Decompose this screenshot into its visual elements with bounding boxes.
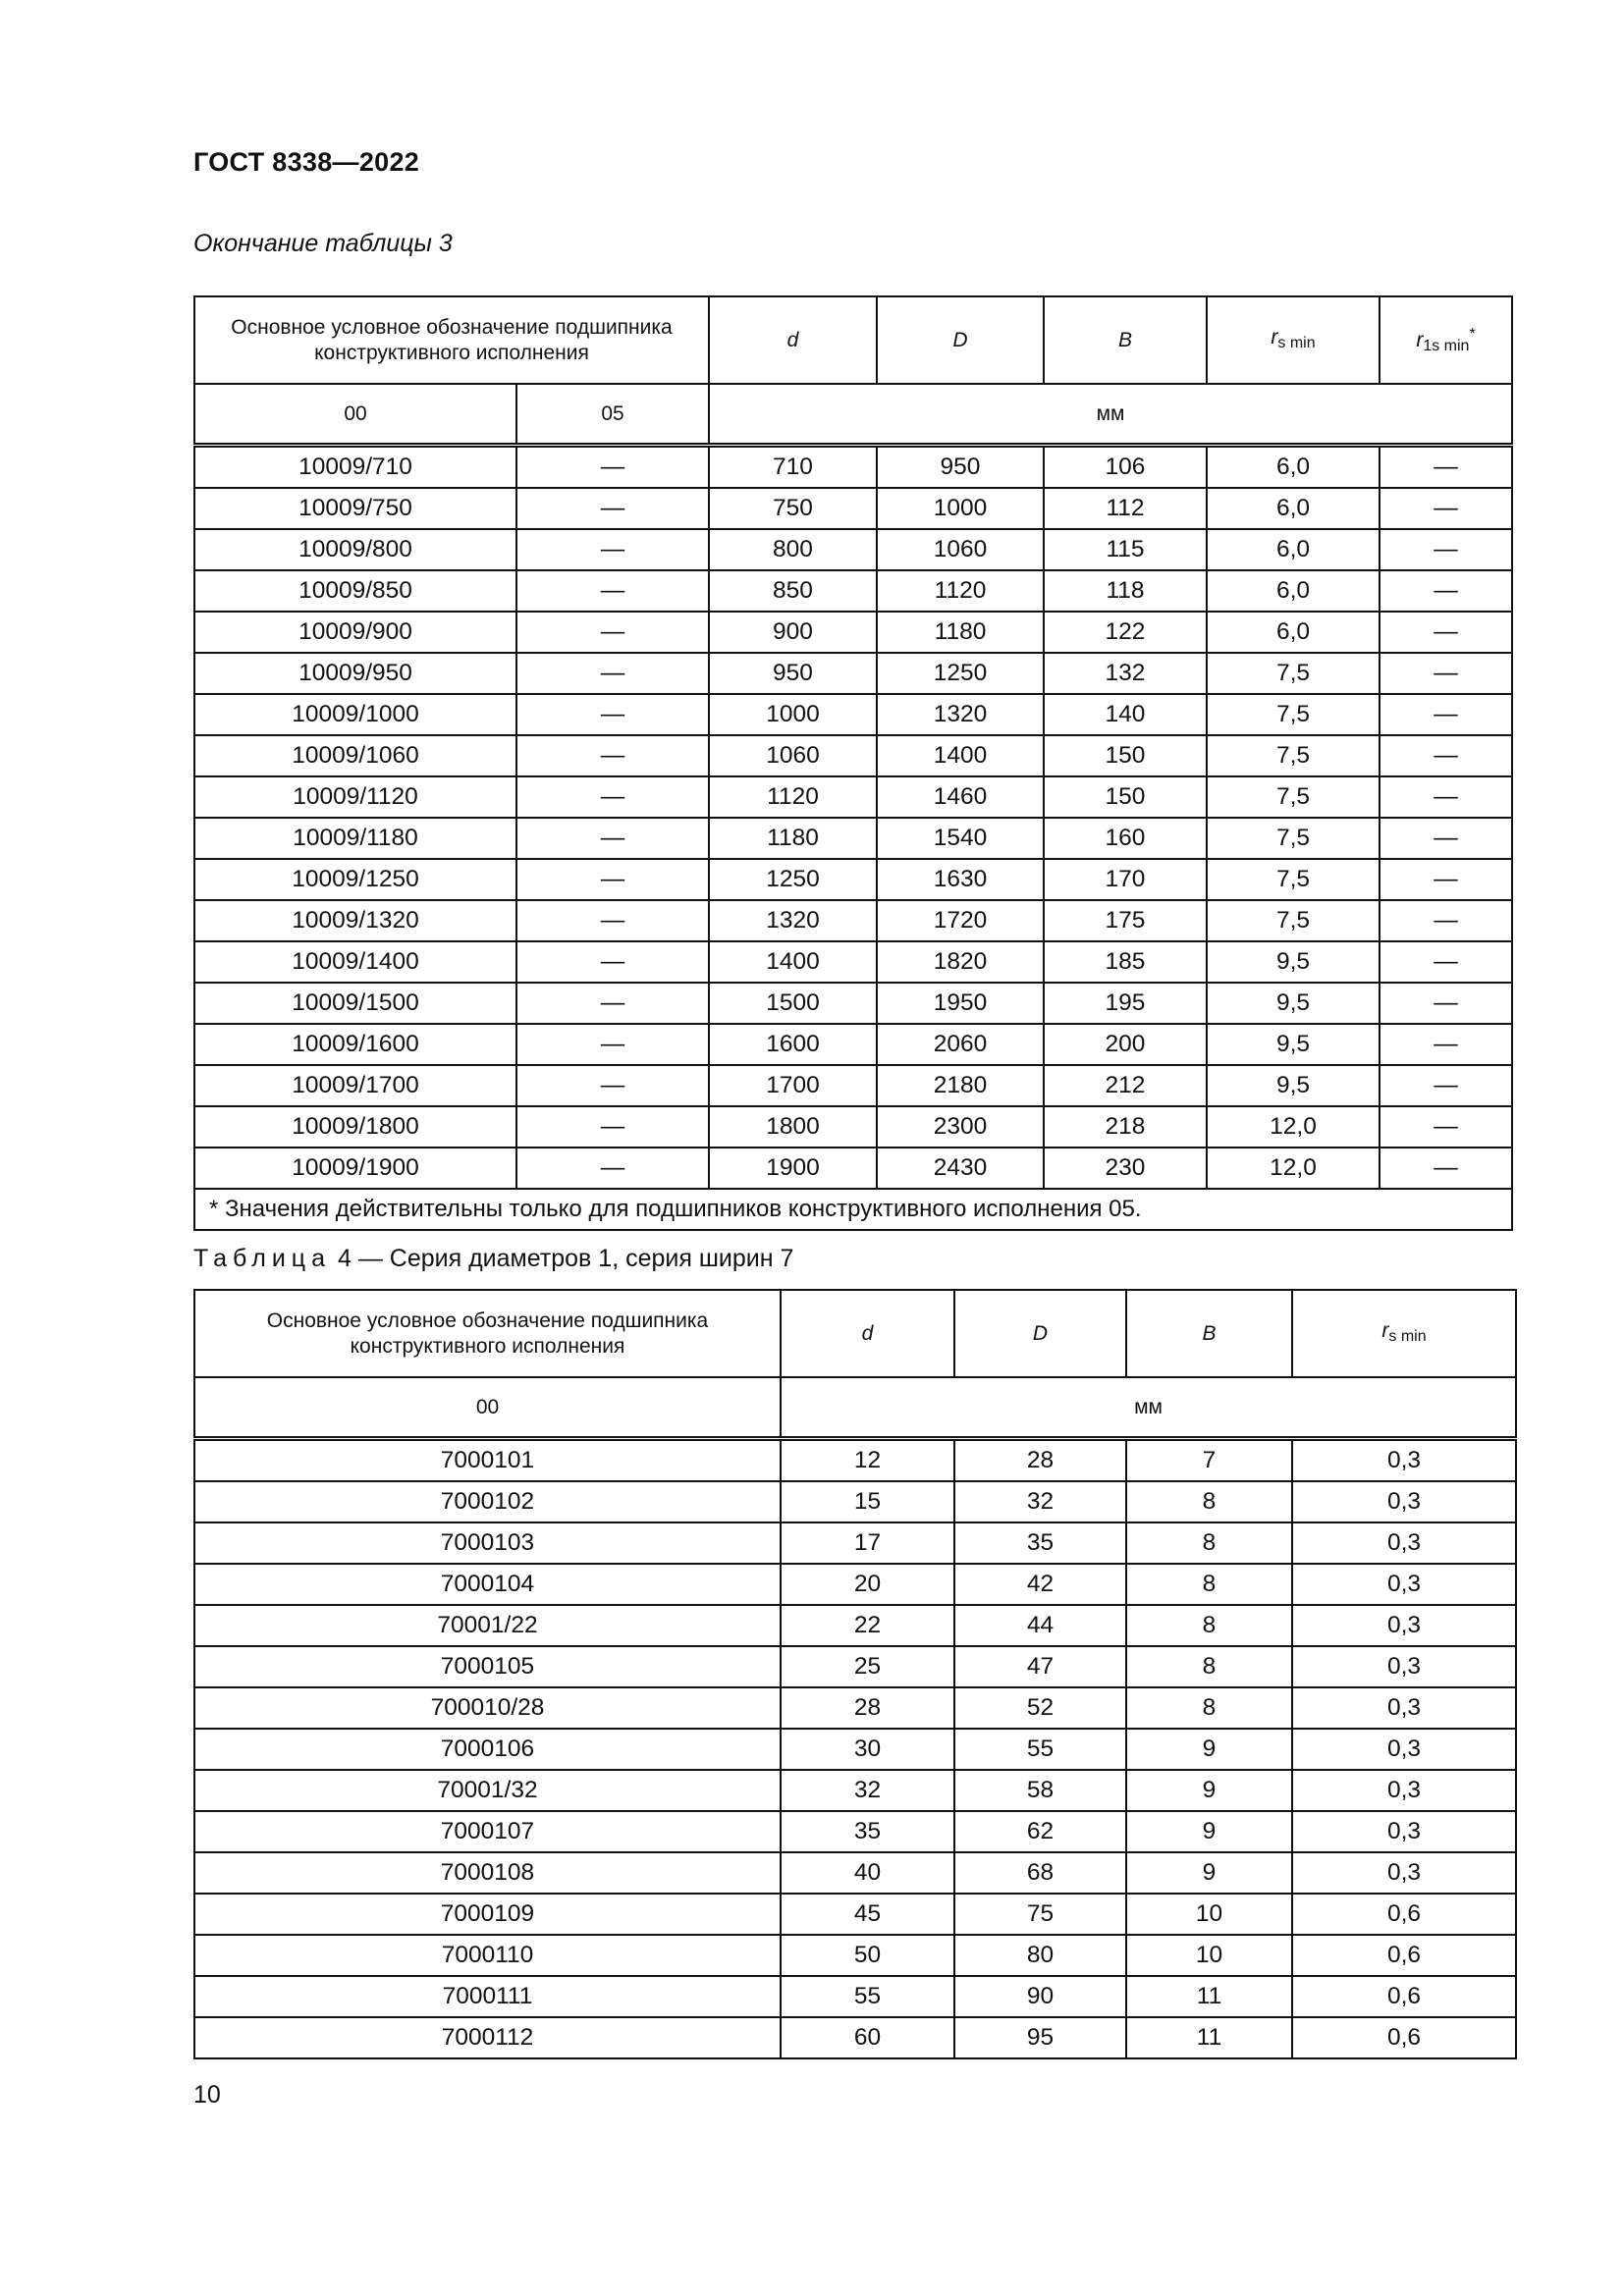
table-cell: 200: [1044, 1024, 1207, 1065]
table-cell: 0,3: [1292, 1729, 1516, 1770]
table-cell: 2430: [877, 1148, 1044, 1189]
table3-header-unit: мм: [709, 384, 1512, 446]
table-cell: 9: [1126, 1811, 1292, 1852]
table-cell: 10009/710: [194, 446, 516, 489]
table-row: [194, 1935, 1516, 1976]
table-cell: —: [516, 1106, 709, 1148]
table-cell: 60: [781, 2017, 954, 2058]
table-cell: 55: [781, 1976, 954, 2017]
table-row: [194, 1894, 1516, 1935]
table-cell: 0,3: [1292, 1439, 1516, 1482]
table4-header-B: B: [1126, 1290, 1292, 1377]
table4-header-rs-min: [1292, 1290, 1516, 1377]
table-row: [194, 570, 1512, 612]
table-cell: 20: [781, 1564, 954, 1605]
table3-subheader-row: [194, 384, 1512, 446]
table-cell: 1800: [709, 1106, 877, 1148]
table-cell: 30: [781, 1729, 954, 1770]
table-cell: 7,5: [1207, 735, 1380, 776]
table-cell: 1000: [877, 488, 1044, 529]
table-cell: —: [1380, 446, 1512, 489]
table-cell: 0,6: [1292, 2017, 1516, 2058]
r1s-sup: *: [1469, 325, 1476, 343]
table-cell: 9,5: [1207, 1024, 1380, 1065]
table-row: [194, 1148, 1512, 1189]
table-cell: 80: [954, 1935, 1126, 1976]
table-row: [194, 1976, 1516, 2017]
table4-header-designation: Основное условное обозначение подшипника конструктивного исполнения: [194, 1290, 781, 1377]
table-cell: —: [516, 1065, 709, 1106]
table-cell: 710: [709, 446, 877, 489]
table-cell: 1180: [877, 612, 1044, 653]
table4-header-d: d: [781, 1290, 954, 1377]
table3-header-row: [194, 296, 1512, 384]
table-cell: 10009/800: [194, 529, 516, 570]
table-cell: 70001/32: [194, 1770, 781, 1811]
table-row: [194, 1811, 1516, 1852]
table-cell: 95: [954, 2017, 1126, 2058]
table-cell: 7: [1126, 1439, 1292, 1482]
table-cell: 7000103: [194, 1522, 781, 1564]
table-cell: 10009/1250: [194, 859, 516, 900]
table-cell: 44: [954, 1605, 1126, 1646]
table-cell: 62: [954, 1811, 1126, 1852]
table-cell: 10009/900: [194, 612, 516, 653]
table-row: [194, 1065, 1512, 1106]
table-cell: —: [1380, 818, 1512, 859]
table-cell: —: [516, 818, 709, 859]
table-cell: —: [516, 900, 709, 941]
table-cell: 10009/1800: [194, 1106, 516, 1148]
table-cell: 212: [1044, 1065, 1207, 1106]
table-cell: 7000104: [194, 1564, 781, 1605]
table-row: [194, 735, 1512, 776]
table-cell: 10009/950: [194, 653, 516, 694]
table-cell: 9: [1126, 1729, 1292, 1770]
table-cell: 0,3: [1292, 1852, 1516, 1894]
table-cell: 0,3: [1292, 1646, 1516, 1687]
table-cell: —: [1380, 776, 1512, 818]
table-cell: 10009/1900: [194, 1148, 516, 1189]
table-cell: 150: [1044, 776, 1207, 818]
table-row: [194, 529, 1512, 570]
table-cell: 10009/1400: [194, 941, 516, 983]
table-cell: —: [516, 488, 709, 529]
table-row: [194, 488, 1512, 529]
table-row: [194, 1770, 1516, 1811]
table-cell: 150: [1044, 735, 1207, 776]
table-cell: 7,5: [1207, 900, 1380, 941]
table-cell: 17: [781, 1522, 954, 1564]
table-cell: 8: [1126, 1564, 1292, 1605]
table-cell: 800: [709, 529, 877, 570]
table-row: [194, 859, 1512, 900]
table3-footnote-row: [194, 1189, 1512, 1230]
table-cell: 10009/750: [194, 488, 516, 529]
table-cell: 132: [1044, 653, 1207, 694]
table4-caption: [193, 1245, 793, 1273]
table-cell: 90: [954, 1976, 1126, 2017]
table-cell: 28: [954, 1439, 1126, 1482]
table-cell: 140: [1044, 694, 1207, 735]
rs-sub: s min: [1277, 334, 1316, 351]
table-cell: 1400: [709, 941, 877, 983]
table-cell: 75: [954, 1894, 1126, 1935]
table-cell: 1820: [877, 941, 1044, 983]
table-cell: 0,3: [1292, 1770, 1516, 1811]
table3-header-05: 05: [516, 384, 709, 446]
table-cell: 7000112: [194, 2017, 781, 2058]
table-cell: —: [1380, 1106, 1512, 1148]
table-cell: —: [516, 446, 709, 489]
table-cell: 28: [781, 1687, 954, 1729]
table-cell: 0,6: [1292, 1935, 1516, 1976]
table-cell: 0,3: [1292, 1522, 1516, 1564]
table-cell: 1600: [709, 1024, 877, 1065]
table-cell: 6,0: [1207, 612, 1380, 653]
table3-header-D: D: [877, 296, 1044, 384]
table-cell: 9,5: [1207, 1065, 1380, 1106]
table-cell: —: [1380, 694, 1512, 735]
table-cell: —: [516, 570, 709, 612]
table-cell: 2180: [877, 1065, 1044, 1106]
table-cell: 9: [1126, 1852, 1292, 1894]
table-cell: 52: [954, 1687, 1126, 1729]
table-cell: —: [516, 735, 709, 776]
table-cell: —: [1380, 653, 1512, 694]
table-cell: —: [1380, 900, 1512, 941]
table-cell: 7,5: [1207, 818, 1380, 859]
table-cell: —: [1380, 529, 1512, 570]
table-cell: —: [1380, 859, 1512, 900]
table-cell: 1320: [877, 694, 1044, 735]
table-cell: 9,5: [1207, 983, 1380, 1024]
table-cell: 1060: [709, 735, 877, 776]
table-cell: 112: [1044, 488, 1207, 529]
table-cell: 1120: [709, 776, 877, 818]
table-cell: 1500: [709, 983, 877, 1024]
table-cell: —: [516, 612, 709, 653]
table-cell: 8: [1126, 1646, 1292, 1687]
table-cell: 185: [1044, 941, 1207, 983]
table4-caption-prefix: Таблица: [193, 1245, 332, 1272]
table-cell: —: [1380, 612, 1512, 653]
table-cell: 6,0: [1207, 488, 1380, 529]
table4-header-D: D: [954, 1290, 1126, 1377]
table-cell: 122: [1044, 612, 1207, 653]
table-cell: 7000110: [194, 1935, 781, 1976]
table-row: [194, 1605, 1516, 1646]
table-cell: 10009/1500: [194, 983, 516, 1024]
table-cell: 10: [1126, 1935, 1292, 1976]
table-cell: 7000105: [194, 1646, 781, 1687]
table-cell: 160: [1044, 818, 1207, 859]
r1s-base: r: [1416, 328, 1424, 351]
table-cell: —: [516, 1148, 709, 1189]
table-cell: 1540: [877, 818, 1044, 859]
table-cell: —: [516, 1024, 709, 1065]
table-cell: 1060: [877, 529, 1044, 570]
table-cell: 1120: [877, 570, 1044, 612]
table-cell: 2300: [877, 1106, 1044, 1148]
table-cell: —: [516, 694, 709, 735]
table-cell: —: [1380, 1065, 1512, 1106]
table-cell: 7000102: [194, 1481, 781, 1522]
table-cell: 175: [1044, 900, 1207, 941]
table-cell: 70001/22: [194, 1605, 781, 1646]
table-row: [194, 1439, 1516, 1482]
table-cell: 68: [954, 1852, 1126, 1894]
table-cell: 7000111: [194, 1976, 781, 2017]
table3-header-rs-min: [1207, 296, 1380, 384]
table-cell: 35: [781, 1811, 954, 1852]
table-cell: 7,5: [1207, 859, 1380, 900]
table-cell: —: [1380, 570, 1512, 612]
table-cell: 32: [954, 1481, 1126, 1522]
table-cell: 10009/1120: [194, 776, 516, 818]
table-cell: 1630: [877, 859, 1044, 900]
document-code: ГОСТ 8338—2022: [193, 147, 420, 177]
table-cell: 7,5: [1207, 694, 1380, 735]
table-cell: 6,0: [1207, 570, 1380, 612]
table-cell: 1250: [877, 653, 1044, 694]
table-cell: 55: [954, 1729, 1126, 1770]
table-cell: 45: [781, 1894, 954, 1935]
table4-header-unit: мм: [781, 1377, 1516, 1439]
table-row: [194, 1852, 1516, 1894]
table-cell: 7000109: [194, 1894, 781, 1935]
table-cell: —: [1380, 488, 1512, 529]
table-cell: 10009/1320: [194, 900, 516, 941]
table-cell: 195: [1044, 983, 1207, 1024]
table-cell: —: [516, 941, 709, 983]
table-cell: 12: [781, 1439, 954, 1482]
table-cell: 8: [1126, 1522, 1292, 1564]
table-cell: 0,3: [1292, 1481, 1516, 1522]
table-cell: 1950: [877, 983, 1044, 1024]
table-cell: —: [516, 859, 709, 900]
table-cell: 58: [954, 1770, 1126, 1811]
table-row: [194, 653, 1512, 694]
table-cell: 900: [709, 612, 877, 653]
table3-header-B: B: [1044, 296, 1207, 384]
table-cell: 7000108: [194, 1852, 781, 1894]
table-row: [194, 983, 1512, 1024]
table3-header-00: 00: [194, 384, 516, 446]
table-cell: 0,6: [1292, 1976, 1516, 2017]
table-cell: 10009/1060: [194, 735, 516, 776]
table-cell: 10009/1000: [194, 694, 516, 735]
table-3: [193, 295, 1513, 1231]
table-cell: 850: [709, 570, 877, 612]
table-cell: —: [516, 653, 709, 694]
table-cell: 10009/1180: [194, 818, 516, 859]
table-row: [194, 1522, 1516, 1564]
table3-header-r1s-min: [1380, 296, 1512, 384]
table-row: [194, 1646, 1516, 1687]
table-cell: 700010/28: [194, 1687, 781, 1729]
table-cell: 35: [954, 1522, 1126, 1564]
table-cell: 118: [1044, 570, 1207, 612]
table-cell: 1720: [877, 900, 1044, 941]
page-number: 10: [193, 2081, 221, 2109]
table-row: [194, 446, 1512, 489]
table-row: [194, 900, 1512, 941]
table-cell: 7,5: [1207, 776, 1380, 818]
rs-sub: s min: [1388, 1327, 1427, 1345]
table4-subheader-row: [194, 1377, 1516, 1439]
table-cell: 50: [781, 1935, 954, 1976]
table-cell: 1250: [709, 859, 877, 900]
table-cell: 6,0: [1207, 446, 1380, 489]
table4-header-00: 00: [194, 1377, 781, 1439]
table-cell: 12,0: [1207, 1148, 1380, 1189]
table-cell: —: [1380, 1024, 1512, 1065]
table-cell: 1700: [709, 1065, 877, 1106]
table-row: [194, 941, 1512, 983]
table-4: [193, 1289, 1517, 2059]
table-row: [194, 1024, 1512, 1065]
table-cell: 1900: [709, 1148, 877, 1189]
table-cell: 6,0: [1207, 529, 1380, 570]
table-cell: 8: [1126, 1481, 1292, 1522]
table-cell: 11: [1126, 1976, 1292, 2017]
table-cell: 950: [877, 446, 1044, 489]
table-cell: —: [1380, 1148, 1512, 1189]
table-row: [194, 694, 1512, 735]
table-cell: —: [516, 529, 709, 570]
table-cell: 106: [1044, 446, 1207, 489]
table-row: [194, 776, 1512, 818]
table-row: [194, 1729, 1516, 1770]
table-row: [194, 2017, 1516, 2058]
table-cell: 7000107: [194, 1811, 781, 1852]
table-cell: 2060: [877, 1024, 1044, 1065]
table-cell: —: [1380, 983, 1512, 1024]
table-cell: 0,3: [1292, 1687, 1516, 1729]
table-row: [194, 612, 1512, 653]
table-cell: 10: [1126, 1894, 1292, 1935]
table-cell: 0,3: [1292, 1564, 1516, 1605]
table-cell: 11: [1126, 2017, 1292, 2058]
table-cell: 0,6: [1292, 1894, 1516, 1935]
table-row: [194, 1106, 1512, 1148]
table-cell: 22: [781, 1605, 954, 1646]
r1s-sub: 1s min: [1423, 337, 1470, 354]
table-cell: 47: [954, 1646, 1126, 1687]
table-cell: 0,3: [1292, 1811, 1516, 1852]
table-row: [194, 1687, 1516, 1729]
table-row: [194, 1564, 1516, 1605]
table-cell: 170: [1044, 859, 1207, 900]
table-cell: 8: [1126, 1605, 1292, 1646]
table-cell: 950: [709, 653, 877, 694]
table-cell: 7000101: [194, 1439, 781, 1482]
table-cell: —: [516, 776, 709, 818]
table-cell: —: [1380, 941, 1512, 983]
table4-header-row: [194, 1290, 1516, 1377]
table-cell: —: [1380, 735, 1512, 776]
rs-base: r: [1271, 325, 1278, 348]
table-cell: 25: [781, 1646, 954, 1687]
table-cell: 1000: [709, 694, 877, 735]
table-cell: 9,5: [1207, 941, 1380, 983]
rs-base: r: [1381, 1318, 1389, 1342]
table3-header-designation: Основное условное обозначение подшипника конструктивного исполнения: [194, 296, 709, 384]
table-cell: 115: [1044, 529, 1207, 570]
table-cell: 10009/1600: [194, 1024, 516, 1065]
table-cell: 1180: [709, 818, 877, 859]
table-cell: 230: [1044, 1148, 1207, 1189]
table-cell: 32: [781, 1770, 954, 1811]
table-cell: 1460: [877, 776, 1044, 818]
table-cell: 7000106: [194, 1729, 781, 1770]
table3-caption: Окончание таблицы 3: [193, 230, 453, 257]
table-cell: 9: [1126, 1770, 1292, 1811]
table-cell: 10009/850: [194, 570, 516, 612]
table4-caption-text: 4 — Серия диаметров 1, серия ширин 7: [331, 1245, 794, 1272]
table-cell: 8: [1126, 1687, 1292, 1729]
table-cell: 1400: [877, 735, 1044, 776]
table-cell: 218: [1044, 1106, 1207, 1148]
table-cell: 40: [781, 1852, 954, 1894]
table3-footnote: * Значения действительны только для подшипников конструктивного исполнения 05.: [194, 1189, 1512, 1230]
table-row: [194, 1481, 1516, 1522]
table-cell: 7,5: [1207, 653, 1380, 694]
table-cell: 15: [781, 1481, 954, 1522]
table-cell: 0,3: [1292, 1605, 1516, 1646]
table-cell: 12,0: [1207, 1106, 1380, 1148]
table-cell: 42: [954, 1564, 1126, 1605]
table-cell: 750: [709, 488, 877, 529]
table-cell: —: [516, 983, 709, 1024]
table-row: [194, 818, 1512, 859]
table-cell: 10009/1700: [194, 1065, 516, 1106]
table3-header-d: d: [709, 296, 877, 384]
table-cell: 1320: [709, 900, 877, 941]
